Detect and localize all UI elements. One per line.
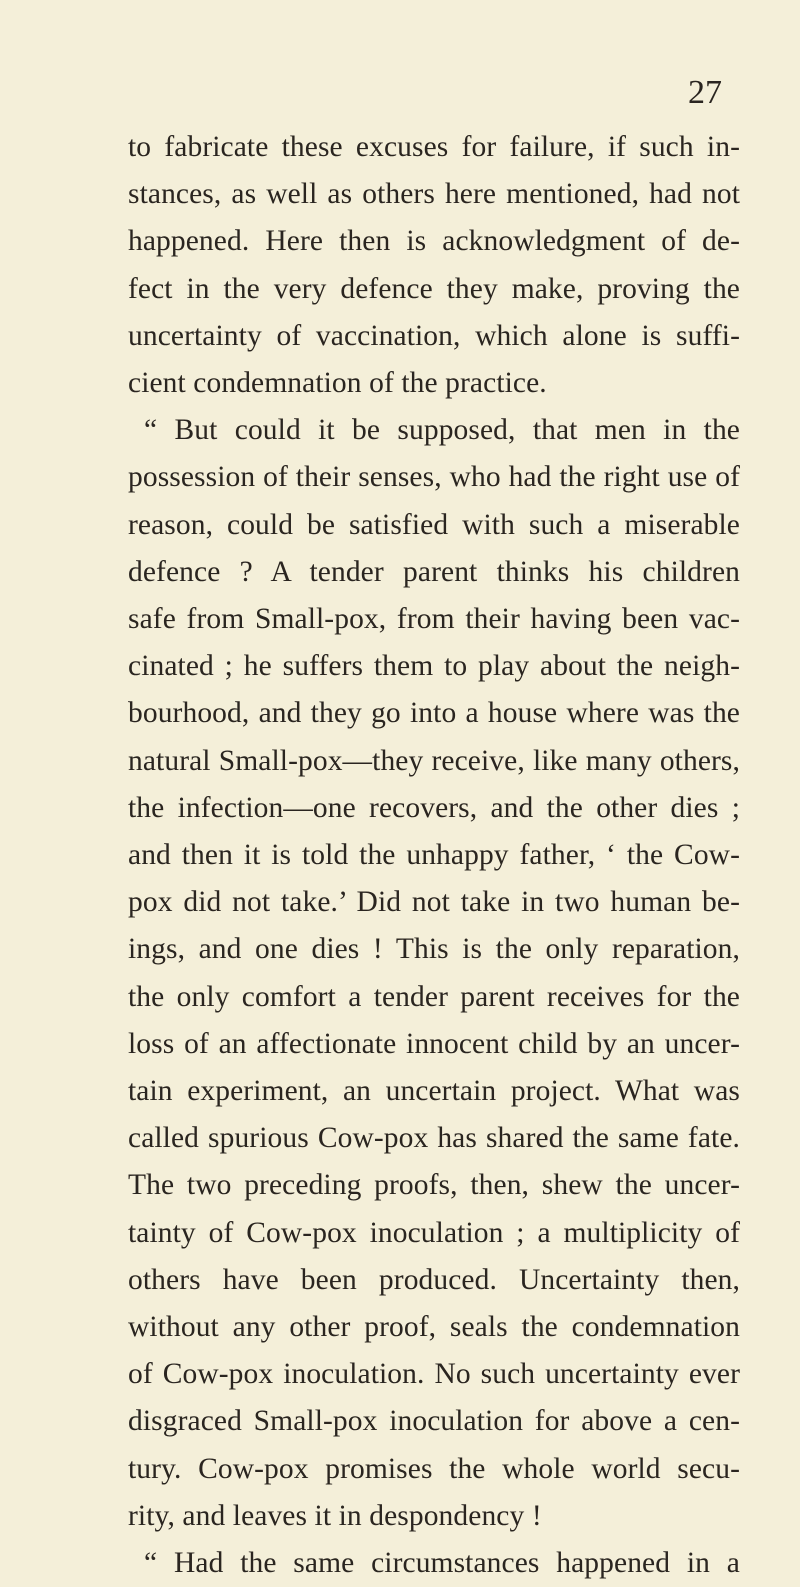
text-line: cinated ; he suffers them to play about the neigh- xyxy=(128,650,740,683)
text-line: tury. Cow-pox promises the whole world secu- xyxy=(128,1452,740,1485)
text-line: “ Had the same circumstances happened in a xyxy=(144,1547,740,1580)
text-line: pox did not take.’ Did not take in two human be- xyxy=(128,886,740,919)
text-line: stances, as well as others here mentioned, had not xyxy=(128,178,740,211)
text-line: others have been produced. Uncertainty then, xyxy=(128,1263,740,1296)
text-line: uncertainty of vaccination, which alone is suffi- xyxy=(128,319,740,352)
text-line: disgraced Small-pox inoculation for above a cen- xyxy=(128,1405,740,1438)
text-line: ings, and one dies ! This is the only reparation, xyxy=(128,933,740,966)
body-text xyxy=(128,124,740,1587)
text-line: natural Small-pox—they receive, like many others, xyxy=(128,744,740,777)
text-line: possession of their senses, who had the right use of xyxy=(128,461,740,494)
text-line: bourhood, and they go into a house where was the xyxy=(128,697,740,730)
text-line: the infection—one recovers, and the other dies ; xyxy=(128,791,740,824)
text-line: fect in the very defence they make, proving the xyxy=(128,272,740,305)
text-line: cient condemnation of the practice. xyxy=(128,367,547,400)
text-line: safe from Small-pox, from their having been vac- xyxy=(128,603,740,636)
text-line: to fabricate these excuses for failure, if such in- xyxy=(128,131,740,163)
text-line: rity, and leaves it in despondency ! xyxy=(128,1499,542,1532)
page-number: 27 xyxy=(688,74,722,111)
text-line: tain experiment, an uncertain project. What was xyxy=(128,1075,740,1108)
text-line: defence ? A tender parent thinks his children xyxy=(128,555,740,588)
text-line: reason, could be satisfied with such a miserable xyxy=(128,508,740,541)
text-line: happened. Here then is acknowledgment of de- xyxy=(128,225,740,258)
text-line: and then it is told the unhappy father, ‘ the Cow- xyxy=(128,839,740,872)
text-line: tainty of Cow-pox inoculation ; a multiplicity of xyxy=(128,1216,740,1249)
text-line: called spurious Cow-pox has shared the same fate. xyxy=(128,1122,740,1155)
text-line: of Cow-pox inoculation. No such uncertainty ever xyxy=(128,1358,740,1391)
text-line: the only comfort a tender parent receives for the xyxy=(128,980,740,1013)
text-line: without any other proof, seals the condemnation xyxy=(128,1311,740,1344)
text-line: “ But could it be supposed, that men in the xyxy=(144,414,740,447)
text-line: The two preceding proofs, then, shew the uncer- xyxy=(128,1169,740,1202)
text-line: loss of an affectionate innocent child by an uncer- xyxy=(128,1027,740,1060)
